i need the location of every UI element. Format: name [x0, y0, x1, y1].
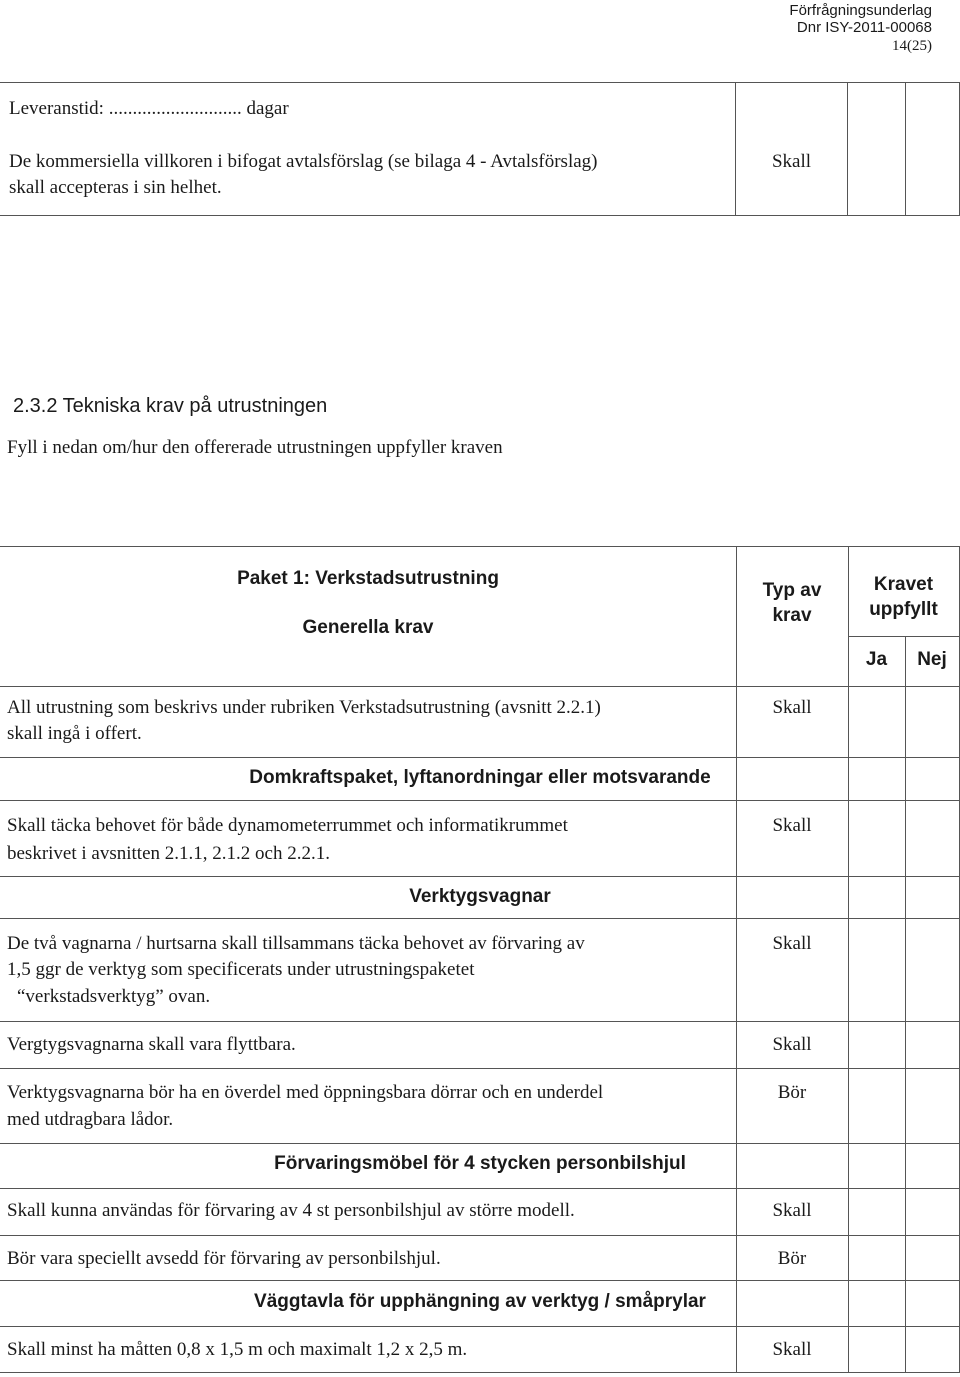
requirement-type: Bör: [777, 1248, 807, 1269]
table-rule: [0, 918, 960, 919]
table-rule: [0, 876, 960, 877]
top-table-border-bottom: [0, 215, 960, 216]
package-subtitle: Generella krav: [302, 617, 434, 638]
package-title: Paket 1: Verkstadsutrustning: [237, 568, 499, 589]
table-rule: [0, 1280, 960, 1281]
section-heading: 2.3.2 Tekniska krav på utrustningen: [13, 395, 328, 417]
table-rule: [0, 1068, 960, 1069]
table-rule: [0, 1143, 960, 1144]
requirement-type: Bör: [777, 1082, 807, 1103]
requirement-text: All utrustning som beskrivs under rubriken Verkstadsutrustning (avsnitt 2.2.1): [7, 697, 601, 718]
requirement-type: Skall: [772, 933, 812, 954]
table-rule: [0, 1188, 960, 1189]
top-table-divider: [847, 82, 848, 216]
subsection-heading: Domkraftspaket, lyftanordningar eller motsvarande: [249, 767, 711, 788]
table-rule: [0, 800, 960, 801]
requirement-type: Skall: [771, 151, 812, 172]
requirement-type: Skall: [772, 697, 812, 718]
requirement-text: Bör vara speciellt avsedd för förvaring av personbilshjul.: [7, 1248, 441, 1269]
requirement-type: Skall: [772, 1034, 812, 1055]
table-rule: [0, 686, 960, 687]
requirement-text: 1,5 ggr de verktyg som specificerats under utrustningspaketet: [7, 959, 475, 980]
table-column-divider: [905, 636, 906, 1373]
table-rule: [0, 1235, 960, 1236]
column-header-fulfilled-line: Kravet: [873, 574, 934, 595]
requirement-text: skall ingå i offert.: [7, 723, 142, 744]
requirement-type: Skall: [772, 1200, 812, 1221]
requirement-type: Skall: [772, 1339, 812, 1360]
header-title: Förfrågningsunderlag: [789, 2, 932, 19]
delivery-time-text: Leveranstid: ............................ dagar: [9, 98, 289, 119]
requirement-text: Vergtygsvagnarna skall vara flyttbara.: [7, 1034, 296, 1055]
column-header-fulfilled: [848, 572, 959, 622]
subsection-heading: Verktygsvagnar: [409, 886, 551, 907]
commercial-terms-line: skall accepteras i sin helhet.: [9, 177, 222, 198]
column-header-yes: Ja: [865, 649, 888, 670]
requirement-text: med utdragbara lådor.: [7, 1109, 174, 1130]
requirement-type: Skall: [772, 815, 812, 836]
table-rule: [848, 636, 959, 637]
column-header-type-line: krav: [772, 605, 812, 626]
subsection-heading: Förvaringsmöbel för 4 stycken personbilshjul: [274, 1153, 686, 1174]
table-rule: [0, 1021, 960, 1022]
table-rule: [0, 757, 960, 758]
top-table-divider: [905, 82, 906, 216]
requirement-text: Skall minst ha måtten 0,8 x 1,5 m och maximalt 1,2 x 2,5 m.: [7, 1339, 468, 1360]
column-header-type: [736, 578, 848, 628]
column-header-fulfilled-line: uppfyllt: [869, 599, 938, 620]
table-rule: [0, 1372, 960, 1373]
requirement-text: Skall kunna användas för förvaring av 4 st personbilshjul av större modell.: [7, 1200, 575, 1221]
table-rule: [0, 546, 960, 547]
header-dnr: Dnr ISY-2011-00068: [796, 19, 932, 36]
section-intro: Fyll i nedan om/hur den offererade utrustningen uppfyller kraven: [7, 437, 503, 458]
requirement-text: Verktygsvagnarna bör ha en överdel med öppningsbara dörrar och en underdel: [7, 1082, 604, 1103]
header-page-number: 14(25): [892, 38, 932, 54]
requirement-text: Skall täcka behovet för både dynamometerrummet och informatikrummet: [7, 815, 568, 836]
column-header-type-line: Typ av: [762, 580, 822, 601]
top-table-border-top: [0, 82, 960, 83]
table-rule: [0, 1326, 960, 1327]
commercial-terms-line: De kommersiella villkoren i bifogat avtalsförslag (se bilaga 4 - Avtalsförslag): [9, 151, 598, 172]
requirement-text: De två vagnarna / hurtsarna skall tillsammans täcka behovet av förvaring av: [7, 933, 585, 954]
subsection-heading: Väggtavla för upphängning av verktyg / småprylar: [254, 1291, 706, 1312]
column-header-no: Nej: [917, 649, 947, 670]
requirement-text: beskrivet i avsnitten 2.1.1, 2.1.2 och 2.2.1.: [7, 843, 330, 864]
requirement-text: “verkstadsverktyg” ovan.: [17, 986, 211, 1007]
